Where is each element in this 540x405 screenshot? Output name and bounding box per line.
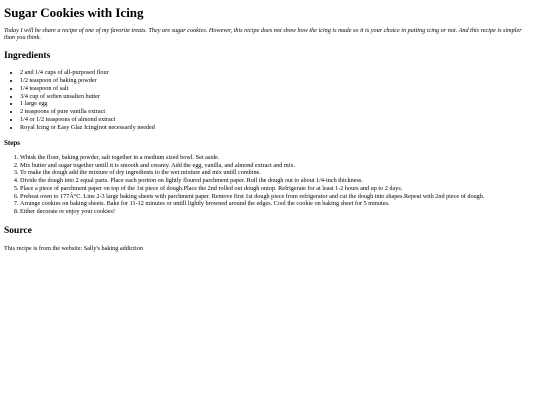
- ingredient-item: • 2 teaspoons of pure vanilla extract: [20, 108, 536, 116]
- step-item: 2. Mix butter and sugar together untill it is smooth and creamy. Add the egg, vanilla, and almond extract and mix.: [20, 162, 536, 170]
- step-item: 6. Preheat oven to 177Â°C. Line 2-3 large baking sheets with parchment paper. Remove first 1st dough piece from refrigerator and cut the dough into shapes.Repeat with 2nd piece of dough.: [20, 193, 536, 201]
- intro-paragraph: Today I will be share a recipe of one of my favorite treats. They are sugar cookies. However, this recipe does not show how the icing is made so it is your choice in putting icing or not. And this recipe is simpler than you think.: [4, 26, 522, 42]
- ingredient-item: • 1/2 teaspoon of baking powder: [20, 77, 536, 85]
- ingredient-item: • 3/4 cup of soften unsalten butter: [20, 93, 536, 101]
- steps-list: [4, 154, 536, 216]
- step-item: 7. Arrange cookies on baking sheets. Bake for 11-12 minutes or untill lightly browned around the edges. Cool the cookie on baking sheet for 5 minutes.: [20, 200, 536, 208]
- ingredient-item: • 2 and 1/4 cups of all-purposed flour: [20, 69, 536, 77]
- ingredient-item: • 1 large egg: [20, 100, 536, 108]
- ingredient-item: • Royal Icing or Easy Glaz Icing(not necessarily needed: [20, 124, 536, 132]
- ingredient-item: • 1/4 or 1/2 teaspoons of almond extract: [20, 116, 536, 124]
- ingredients-heading: Ingredients: [4, 51, 51, 62]
- ingredients-list: [4, 69, 536, 131]
- source-heading: Source: [4, 225, 32, 236]
- steps-heading: Steps: [4, 139, 20, 148]
- source-text: This recipe is from the website: Sally's baking addiction: [4, 245, 143, 253]
- step-item: 1. Whisk the flour, baking powder, salt together in a medium sized bowl. Set aside.: [20, 154, 536, 162]
- step-item: 5. Place a piece of parchment paper on top of the 1st piece of dough.Place the 2nd rolled out dough ontop. Refrigerate for at least 1-2 hours and up to 2 days.: [20, 185, 536, 193]
- step-item: 4. Divide the dough into 2 equal parts. Place each portion on lightly floured parchment paper. Roll the dough out to about 1/4-inch thickness.: [20, 177, 536, 185]
- ingredient-item: • 1/4 teaspoon of salt: [20, 85, 536, 93]
- page-title: Sugar Cookies with Icing: [4, 5, 144, 20]
- step-item: 3. To make the dough add the mixture of dry ingredients to the wet mixture and mix untill combine.: [20, 169, 536, 177]
- step-item: 8. Either decorate or enjoy your cookies!: [20, 208, 536, 216]
